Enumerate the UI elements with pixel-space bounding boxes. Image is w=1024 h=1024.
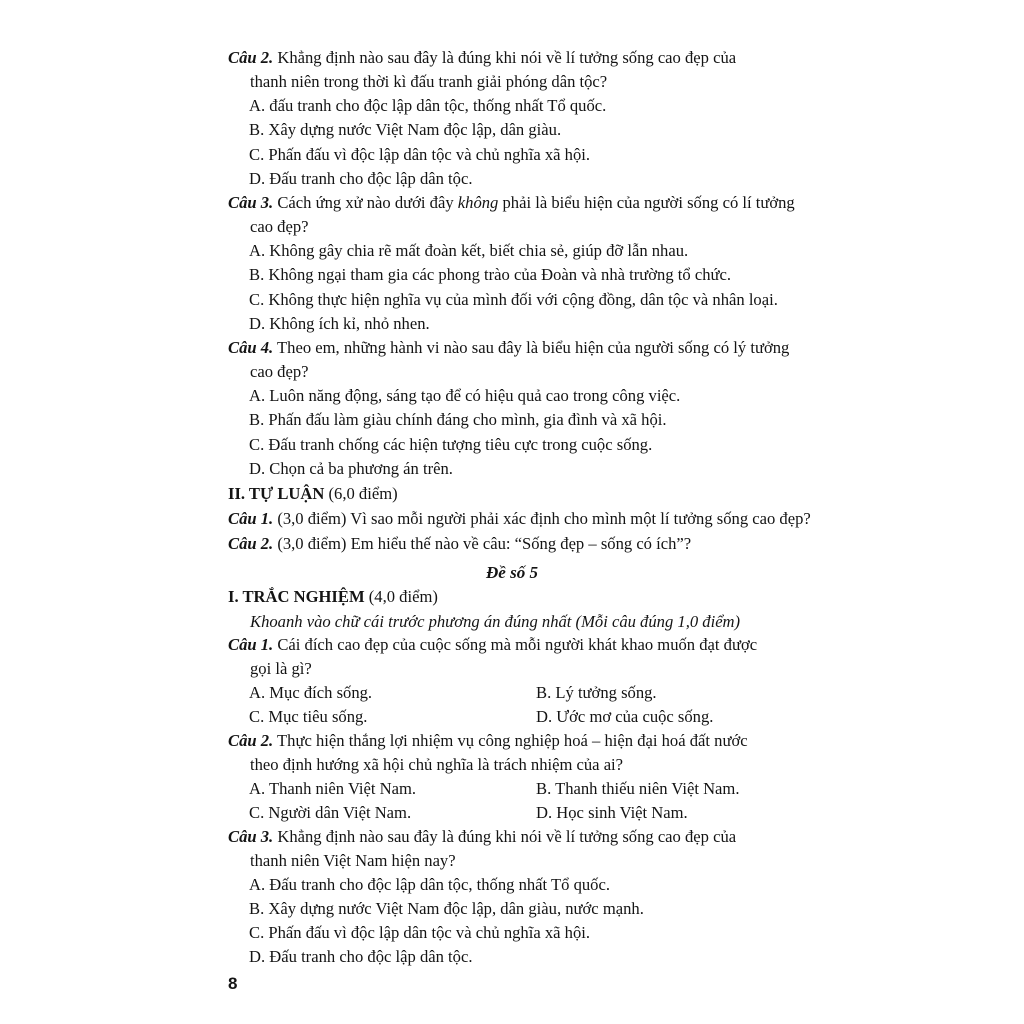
essay-question-1 bbox=[228, 508, 811, 530]
question-text: (3,0 điểm) Vì sao mỗi người phải xác định cho mình một lí tưởng sống cao đẹp? bbox=[273, 509, 811, 528]
mc-heading bbox=[228, 586, 438, 608]
mc-heading-points: (4,0 điểm) bbox=[364, 587, 438, 606]
option-a: A. Không gây chia rẽ mất đoàn kết, biết chia sẻ, giúp đỡ lẫn nhau. bbox=[249, 241, 689, 260]
page-number: 8 bbox=[228, 974, 238, 993]
question-text: phải là biểu hiện của người sống có lí tưởng bbox=[498, 193, 795, 212]
question-1-line-2: gọi là gì? bbox=[250, 659, 312, 678]
question-2-line-2: theo định hướng xã hội chủ nghĩa là trách nhiệm của ai? bbox=[250, 755, 624, 774]
exam-title: Đề số 5 bbox=[486, 563, 538, 582]
question-text: Cách ứng xử nào dưới đây bbox=[273, 193, 458, 212]
essay-heading-points: (6,0 điểm) bbox=[324, 484, 398, 503]
question-label: Câu 1. bbox=[228, 635, 274, 654]
question-3-line-2: thanh niên Việt Nam hiện nay? bbox=[250, 851, 456, 870]
question-label: Câu 4. bbox=[228, 338, 274, 357]
option-b: B. Xây dựng nước Việt Nam độc lập, dân giàu. bbox=[249, 120, 562, 139]
option-b: B. Không ngại tham gia các phong trào của Đoàn và nhà trường tổ chức. bbox=[249, 265, 732, 284]
question-2-line-1 bbox=[228, 730, 748, 752]
option-a: A. Đấu tranh cho độc lập dân tộc, thống nhất Tổ quốc. bbox=[249, 875, 610, 894]
emphasis-text: không bbox=[457, 193, 499, 212]
instruction: Khoanh vào chữ cái trước phương án đúng nhất (Mỗi câu đúng 1,0 điểm) bbox=[250, 612, 741, 631]
option-a: A. Mục đích sống. bbox=[249, 683, 373, 702]
option-b: B. Phấn đấu làm giàu chính đáng cho mình, gia đình và xã hội. bbox=[249, 410, 667, 429]
option-d: D. Ước mơ của cuộc sống. bbox=[536, 707, 714, 726]
question-4-line-2: cao đẹp? bbox=[250, 362, 309, 381]
question-text: Khẳng định nào sau đây là đúng khi nói về lí tưởng sống cao đẹp của bbox=[273, 827, 737, 846]
option-c: C. Đấu tranh chống các hiện tượng tiêu cực trong cuộc sống. bbox=[249, 435, 653, 454]
question-text: Theo em, những hành vi nào sau đây là biểu hiện của người sống có lý tưởng bbox=[273, 338, 790, 357]
question-label: Câu 2. bbox=[228, 48, 274, 67]
option-c: C. Phấn đấu vì độc lập dân tộc và chủ nghĩa xã hội. bbox=[249, 923, 591, 942]
question-3-line-1 bbox=[228, 192, 795, 214]
question-text: Khẳng định nào sau đây là đúng khi nói về lí tưởng sống cao đẹp của bbox=[273, 48, 737, 67]
option-b: B. Thanh thiếu niên Việt Nam. bbox=[536, 779, 740, 798]
question-text: Thực hiện thắng lợi nhiệm vụ công nghiệp hoá – hiện đại hoá đất nước bbox=[273, 731, 748, 750]
option-b: B. Lý tưởng sống. bbox=[536, 683, 657, 702]
option-a: A. đấu tranh cho độc lập dân tộc, thống nhất Tổ quốc. bbox=[249, 96, 607, 115]
question-4-line-1 bbox=[228, 337, 789, 359]
option-a: A. Luôn năng động, sáng tạo để có hiệu quả cao trong công việc. bbox=[249, 386, 681, 405]
option-c: C. Không thực hiện nghĩa vụ của mình đối với cộng đồng, dân tộc và nhân loại. bbox=[249, 290, 778, 309]
question-3-line-2: cao đẹp? bbox=[250, 217, 309, 236]
question-label: Câu 3. bbox=[228, 193, 274, 212]
question-2-line-2: thanh niên trong thời kì đấu tranh giải phóng dân tộc? bbox=[250, 72, 608, 91]
mc-heading-title: I. TRẮC NGHIỆM bbox=[228, 587, 365, 606]
option-d: D. Không ích kỉ, nhỏ nhen. bbox=[249, 314, 430, 333]
option-c: C. Người dân Việt Nam. bbox=[249, 803, 412, 822]
question-2-line-1 bbox=[228, 47, 736, 69]
option-d: D. Đấu tranh cho độc lập dân tộc. bbox=[249, 169, 473, 188]
option-d: D. Học sinh Việt Nam. bbox=[536, 803, 688, 822]
question-3-line-1 bbox=[228, 826, 736, 848]
question-text: (3,0 điểm) Em hiểu thế nào về câu: “Sống đẹp – sống có ích”? bbox=[273, 534, 692, 553]
question-label: Câu 2. bbox=[228, 534, 274, 553]
question-1-line-1 bbox=[228, 634, 757, 656]
option-c: C. Phấn đấu vì độc lập dân tộc và chủ nghĩa xã hội. bbox=[249, 145, 591, 164]
question-text: Cái đích cao đẹp của cuộc sống mà mỗi người khát khao muốn đạt được bbox=[273, 635, 758, 654]
option-d: D. Đấu tranh cho độc lập dân tộc. bbox=[249, 947, 473, 966]
option-c: C. Mục tiêu sống. bbox=[249, 707, 368, 726]
question-label: Câu 2. bbox=[228, 731, 274, 750]
essay-heading bbox=[228, 483, 398, 505]
essay-question-2 bbox=[228, 533, 691, 555]
option-d: D. Chọn cả ba phương án trên. bbox=[249, 459, 453, 478]
option-a: A. Thanh niên Việt Nam. bbox=[249, 779, 417, 798]
question-label: Câu 3. bbox=[228, 827, 274, 846]
essay-heading-title: II. TỰ LUẬN bbox=[228, 484, 325, 503]
option-b: B. Xây dựng nước Việt Nam độc lập, dân giàu, nước mạnh. bbox=[249, 899, 644, 918]
question-label: Câu 1. bbox=[228, 509, 274, 528]
